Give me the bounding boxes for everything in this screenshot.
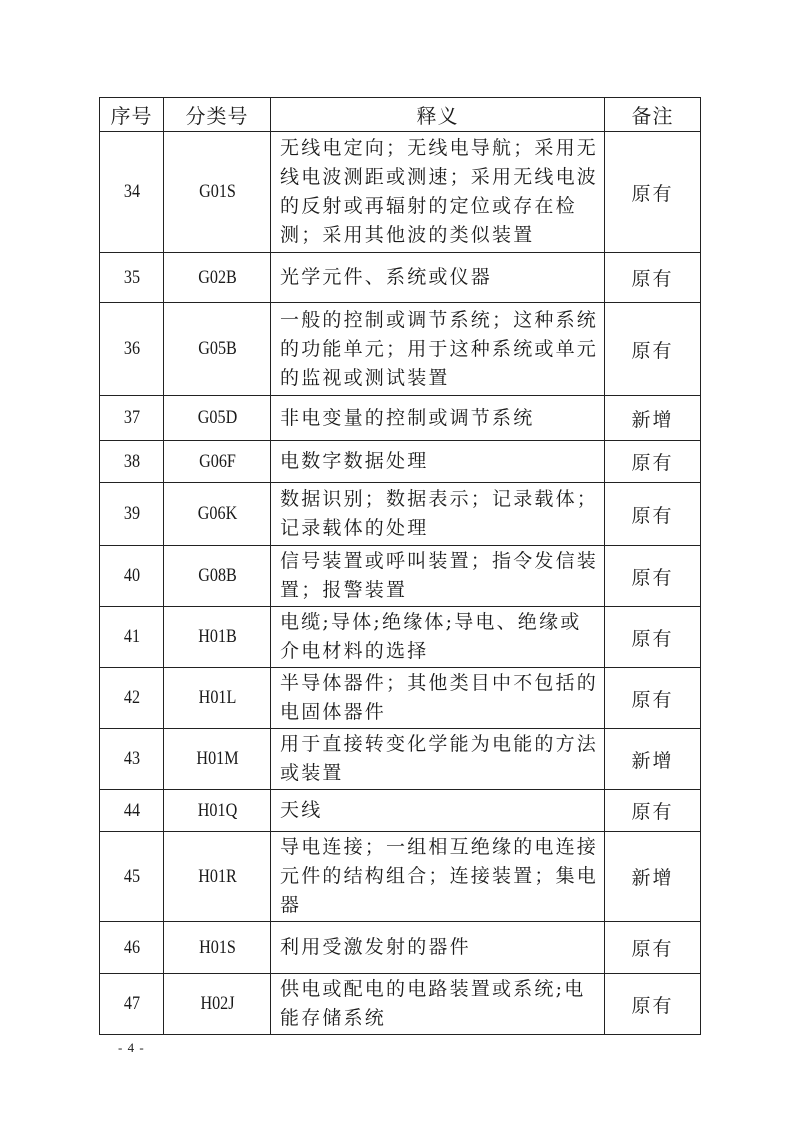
row-index: 40	[104, 546, 158, 607]
row-index: 43	[104, 729, 158, 790]
table-row	[100, 396, 701, 441]
table-row	[100, 729, 701, 790]
row-code: G01S	[172, 132, 263, 253]
header-index: 序号	[100, 98, 164, 132]
row-code: G05B	[172, 303, 263, 396]
table-header-row	[100, 98, 701, 132]
row-description: 光学元件、系统或仪器	[271, 253, 605, 303]
table-row	[100, 441, 701, 483]
row-code: H01M	[172, 729, 263, 790]
row-description: 半导体器件；其他类目中不包括的电固体器件	[271, 668, 605, 729]
classification-table	[99, 97, 701, 1035]
table-row	[100, 483, 701, 546]
row-description: 非电变量的控制或调节系统	[271, 396, 605, 441]
row-note: 原有	[605, 790, 701, 832]
row-code: H01R	[172, 832, 263, 922]
row-code: H02J	[172, 974, 263, 1035]
row-code: H01Q	[172, 790, 263, 832]
row-note: 原有	[605, 922, 701, 974]
row-index: 36	[104, 303, 158, 396]
row-code: G08B	[172, 546, 263, 607]
row-code: H01L	[172, 668, 263, 729]
row-index: 41	[104, 607, 158, 668]
table-row	[100, 832, 701, 922]
row-index: 44	[104, 790, 158, 832]
row-description: 用于直接转变化学能为电能的方法或装置	[271, 729, 605, 790]
row-description: 供电或配电的电路装置或系统;电能存储系统	[271, 974, 605, 1035]
row-code: G02B	[172, 253, 263, 303]
table-row	[100, 974, 701, 1035]
table-row	[100, 922, 701, 974]
row-description: 电缆;导体;绝缘体;导电、绝缘或介电材料的选择	[271, 607, 605, 668]
row-note: 原有	[605, 668, 701, 729]
row-code: G05D	[172, 396, 263, 441]
row-index: 42	[104, 668, 158, 729]
row-code: H01S	[172, 922, 263, 974]
row-note: 原有	[605, 483, 701, 546]
row-description: 无线电定向；无线电导航；采用无线电波测距或测速；采用无线电波的反射或再辐射的定位或存在检测；采用其他波的类似装置	[271, 132, 605, 253]
table-row	[100, 668, 701, 729]
row-description: 导电连接；一组相互绝缘的电连接元件的结构组合；连接装置；集电器	[271, 832, 605, 922]
row-note: 新增	[605, 396, 701, 441]
row-index: 45	[104, 832, 158, 922]
row-note: 原有	[605, 607, 701, 668]
table-row	[100, 790, 701, 832]
row-index: 38	[104, 441, 158, 483]
page-number: - 4 -	[118, 1040, 145, 1055]
row-note: 原有	[605, 441, 701, 483]
row-description: 天线	[271, 790, 605, 832]
table-row	[100, 546, 701, 607]
row-description: 利用受激发射的器件	[271, 922, 605, 974]
row-code: G06F	[172, 441, 263, 483]
table-row	[100, 253, 701, 303]
header-code: 分类号	[164, 98, 271, 132]
row-description: 电数字数据处理	[271, 441, 605, 483]
row-note: 原有	[605, 132, 701, 253]
row-code: H01B	[172, 607, 263, 668]
row-index: 34	[104, 132, 158, 253]
row-index: 47	[104, 974, 158, 1035]
row-note: 原有	[605, 546, 701, 607]
row-note: 原有	[605, 253, 701, 303]
row-note: 新增	[605, 729, 701, 790]
table-row	[100, 607, 701, 668]
table-row	[100, 132, 701, 253]
row-index: 46	[104, 922, 158, 974]
row-note: 原有	[605, 303, 701, 396]
table-row	[100, 303, 701, 396]
row-description: 数据识别；数据表示；记录载体；记录载体的处理	[271, 483, 605, 546]
header-note: 备注	[605, 98, 701, 132]
row-description: 信号装置或呼叫装置；指令发信装置；报警装置	[271, 546, 605, 607]
row-code: G06K	[172, 483, 263, 546]
header-description: 释义	[271, 98, 605, 132]
row-note: 新增	[605, 832, 701, 922]
row-index: 39	[104, 483, 158, 546]
row-description: 一般的控制或调节系统；这种系统的功能单元；用于这种系统或单元的监视或测试装置	[271, 303, 605, 396]
row-note: 原有	[605, 974, 701, 1035]
row-index: 37	[104, 396, 158, 441]
row-index: 35	[104, 253, 158, 303]
